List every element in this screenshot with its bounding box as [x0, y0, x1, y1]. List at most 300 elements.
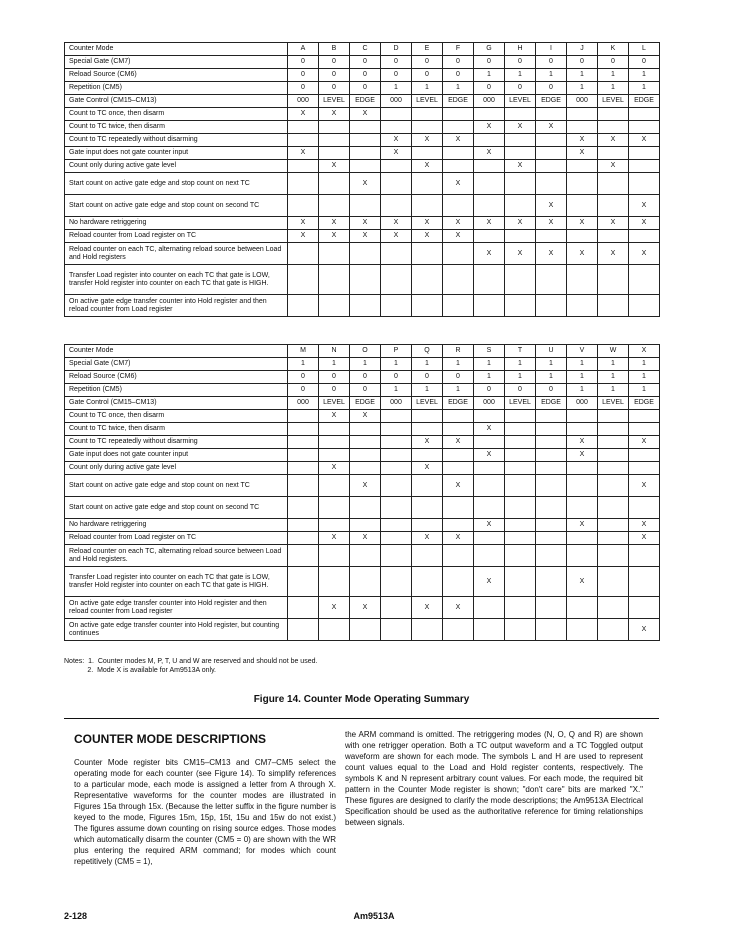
mode-value-cell: EDGE	[536, 397, 567, 410]
mode-value-cell	[536, 497, 567, 519]
mode-value-cell	[381, 545, 412, 567]
mode-value-cell: X	[629, 243, 660, 265]
row-label-cell: Start count on active gate edge and stop count on second TC	[65, 497, 288, 519]
mode-value-cell	[598, 108, 629, 121]
mode-value-cell	[443, 449, 474, 462]
mode-value-cell	[536, 475, 567, 497]
mode-value-cell	[412, 173, 443, 195]
mode-value-cell	[629, 121, 660, 134]
mode-value-cell: LEVEL	[412, 397, 443, 410]
mode-value-cell	[474, 265, 505, 295]
mode-value-cell: 1	[629, 384, 660, 397]
mode-value-cell	[474, 195, 505, 217]
mode-value-cell: X	[629, 532, 660, 545]
mode-value-cell: X	[474, 449, 505, 462]
mode-value-cell: X	[629, 436, 660, 449]
mode-value-cell: X	[350, 108, 381, 121]
mode-value-cell	[288, 436, 319, 449]
table-row	[65, 56, 660, 69]
mode-value-cell	[505, 597, 536, 619]
mode-value-cell: 0	[381, 56, 412, 69]
mode-value-cell	[474, 619, 505, 641]
mode-value-cell	[381, 449, 412, 462]
mode-letter-cell: O	[350, 345, 381, 358]
table-row	[65, 619, 660, 641]
mode-value-cell: X	[350, 410, 381, 423]
row-label-cell: Start count on active gate edge and stop count on next TC	[65, 173, 288, 195]
mode-value-cell: X	[319, 160, 350, 173]
row-label-cell: Count to TC once, then disarm	[65, 410, 288, 423]
mode-letter-cell: V	[567, 345, 598, 358]
mode-value-cell	[443, 497, 474, 519]
row-label-cell: Gate Control (CM15–CM13)	[65, 397, 288, 410]
mode-value-cell: X	[629, 519, 660, 532]
mode-value-cell: X	[443, 134, 474, 147]
mode-value-cell	[536, 545, 567, 567]
table-1-body	[65, 43, 660, 317]
mode-value-cell	[474, 108, 505, 121]
row-label-cell: Gate input does not gate counter input	[65, 449, 288, 462]
mode-value-cell	[505, 545, 536, 567]
row-label-cell: Reload counter from Load register on TC	[65, 230, 288, 243]
mode-value-cell: EDGE	[443, 397, 474, 410]
mode-value-cell: X	[474, 121, 505, 134]
mode-value-cell	[536, 265, 567, 295]
mode-value-cell: X	[629, 217, 660, 230]
mode-value-cell: EDGE	[443, 95, 474, 108]
mode-value-cell	[350, 134, 381, 147]
mode-value-cell: X	[629, 195, 660, 217]
mode-value-cell: 0	[350, 384, 381, 397]
mode-value-cell: LEVEL	[598, 397, 629, 410]
mode-value-cell: 0	[412, 371, 443, 384]
mode-value-cell	[505, 449, 536, 462]
mode-value-cell	[598, 121, 629, 134]
mode-value-cell: X	[412, 462, 443, 475]
mode-value-cell: 1	[505, 358, 536, 371]
mode-value-cell	[629, 265, 660, 295]
mode-value-cell	[567, 532, 598, 545]
mode-value-cell	[319, 295, 350, 317]
mode-value-cell: 0	[536, 56, 567, 69]
section-heading: COUNTER MODE DESCRIPTIONS	[74, 732, 267, 746]
mode-value-cell: 1	[536, 371, 567, 384]
mode-value-cell: X	[350, 217, 381, 230]
mode-value-cell: 0	[474, 56, 505, 69]
mode-value-cell	[536, 173, 567, 195]
table-row	[65, 519, 660, 532]
mode-value-cell	[350, 265, 381, 295]
mode-value-cell: X	[598, 217, 629, 230]
table-row	[65, 95, 660, 108]
mode-value-cell: 0	[350, 69, 381, 82]
mode-value-cell	[319, 545, 350, 567]
mode-value-cell	[536, 462, 567, 475]
mode-value-cell: 000	[288, 95, 319, 108]
row-label-cell: Reload counter from Load register on TC	[65, 532, 288, 545]
mode-value-cell	[474, 173, 505, 195]
mode-value-cell: LEVEL	[505, 95, 536, 108]
mode-value-cell	[288, 243, 319, 265]
mode-value-cell: 0	[443, 371, 474, 384]
mode-value-cell: X	[443, 230, 474, 243]
mode-value-cell	[567, 108, 598, 121]
mode-value-cell	[598, 597, 629, 619]
mode-letter-cell: N	[319, 345, 350, 358]
mode-value-cell: 1	[629, 69, 660, 82]
mode-value-cell: EDGE	[536, 95, 567, 108]
mode-value-cell: X	[350, 597, 381, 619]
mode-value-cell: 0	[319, 371, 350, 384]
mode-value-cell: 1	[443, 82, 474, 95]
mode-value-cell	[567, 265, 598, 295]
table-row	[65, 567, 660, 597]
row-label-cell: Count to TC repeatedly without disarming	[65, 436, 288, 449]
mode-value-cell	[598, 449, 629, 462]
mode-value-cell: 1	[474, 371, 505, 384]
mode-value-cell	[288, 567, 319, 597]
mode-value-cell	[412, 295, 443, 317]
mode-value-cell	[443, 195, 474, 217]
mode-value-cell: 0	[505, 56, 536, 69]
row-label-cell: Reload counter on each TC, alternating reload source between Load and Hold registers.	[65, 545, 288, 567]
mode-value-cell	[381, 160, 412, 173]
mode-value-cell	[381, 597, 412, 619]
row-label-cell: Reload counter on each TC, alternating reload source between Load and Hold registers	[65, 243, 288, 265]
mode-value-cell	[288, 295, 319, 317]
mode-value-cell	[412, 265, 443, 295]
row-label-cell: Gate input does not gate counter input	[65, 147, 288, 160]
mode-value-cell: 1	[505, 69, 536, 82]
mode-value-cell	[443, 147, 474, 160]
table-row	[65, 497, 660, 519]
mode-value-cell: 0	[288, 56, 319, 69]
mode-value-cell	[412, 121, 443, 134]
mode-value-cell: 1	[381, 82, 412, 95]
mode-value-cell	[505, 497, 536, 519]
mode-value-cell	[443, 295, 474, 317]
mode-value-cell: X	[443, 173, 474, 195]
table-row	[65, 230, 660, 243]
mode-value-cell	[567, 173, 598, 195]
mode-value-cell	[350, 147, 381, 160]
footer-title: Am9513A	[353, 911, 395, 921]
mode-value-cell: X	[474, 423, 505, 436]
mode-value-cell	[505, 195, 536, 217]
mode-value-cell: 0	[350, 371, 381, 384]
table-row	[65, 358, 660, 371]
mode-value-cell: X	[505, 217, 536, 230]
mode-value-cell: X	[412, 160, 443, 173]
table-row	[65, 295, 660, 317]
mode-value-cell: 0	[381, 371, 412, 384]
mode-value-cell	[598, 497, 629, 519]
page-number: 2-128	[64, 911, 88, 921]
mode-value-cell: 0	[288, 82, 319, 95]
table-row	[65, 147, 660, 160]
table-row	[65, 121, 660, 134]
mode-value-cell	[443, 619, 474, 641]
mode-letter-cell: F	[443, 43, 474, 56]
mode-letter-cell: W	[598, 345, 629, 358]
mode-value-cell	[598, 462, 629, 475]
mode-value-cell	[505, 436, 536, 449]
table-row	[65, 217, 660, 230]
mode-value-cell: 0	[505, 82, 536, 95]
row-label-cell: No hardware retriggering	[65, 217, 288, 230]
row-label-cell: On active gate edge transfer counter into Hold register and then reload counter from Load register	[65, 597, 288, 619]
row-label-cell: Start count on active gate edge and stop count on next TC	[65, 475, 288, 497]
mode-value-cell	[567, 410, 598, 423]
body-text-right-column: the ARM command is omitted. The retriggering modes (N, O, Q and R) are shown with one retrigger operation. Both a TC output waveform and a TC Toggled output waveform are shown for each mode. The symbols L and H are used to represent count values equal to the Load and Hold register contents, respectively. The symbols K and N represent arbitrary count values. For each mode, the required bit pattern in the Counter Mode register is shown; "don't care" bits are marked "X." These figures are designed to clarify the mode descriptions; the Am9513A Electrical Specification should be used as the authoritative reference for timing relationships between signals.	[345, 730, 643, 827]
mode-value-cell	[629, 147, 660, 160]
mode-value-cell	[350, 295, 381, 317]
mode-value-cell	[350, 121, 381, 134]
table-row	[65, 475, 660, 497]
mode-value-cell: X	[505, 243, 536, 265]
mode-value-cell	[381, 295, 412, 317]
mode-letter-cell: I	[536, 43, 567, 56]
mode-value-cell	[505, 619, 536, 641]
mode-value-cell	[288, 532, 319, 545]
mode-letter-cell: M	[288, 345, 319, 358]
mode-header-row	[65, 345, 660, 358]
mode-value-cell	[598, 147, 629, 160]
table-row	[65, 545, 660, 567]
row-label-cell: On active gate edge transfer counter into Hold register, but counting continues	[65, 619, 288, 641]
note-line: 2. Mode X is available for Am9513A only.	[64, 667, 217, 674]
mode-value-cell: 0	[288, 384, 319, 397]
mode-letter-cell: U	[536, 345, 567, 358]
mode-value-cell	[288, 519, 319, 532]
mode-value-cell: EDGE	[350, 397, 381, 410]
mode-value-cell: X	[443, 597, 474, 619]
mode-value-cell: 0	[319, 56, 350, 69]
mode-value-cell	[319, 147, 350, 160]
mode-value-cell	[412, 519, 443, 532]
mode-value-cell	[443, 567, 474, 597]
mode-value-cell	[319, 134, 350, 147]
counter-mode-table-1	[64, 42, 660, 317]
mode-value-cell: 0	[412, 69, 443, 82]
mode-value-cell: 0	[350, 56, 381, 69]
mode-letter-cell: P	[381, 345, 412, 358]
table-row	[65, 160, 660, 173]
row-label-cell: Repetition (CM5)	[65, 384, 288, 397]
mode-value-cell: X	[412, 134, 443, 147]
table-row	[65, 597, 660, 619]
mode-value-cell	[567, 423, 598, 436]
mode-value-cell: X	[474, 243, 505, 265]
mode-value-cell	[567, 545, 598, 567]
mode-value-cell: EDGE	[350, 95, 381, 108]
mode-value-cell: 1	[474, 69, 505, 82]
body-text-left-column: Counter Mode register bits CM15–CM13 and CM7–CM5 select the operating mode for each counter (see Figure 14). To simplify references to a particular mode, each mode is assigned a letter from A through X. Representative waveforms for the counter modes are illustrated in Figures 15a through 15x. (Because the letter suffix in the figure number is keyed to the mode, Figures 15m, 15p, 15t, 15u and 15w do not exist.) The figures assume down counting on rising source edges. Those modes which automatically disarm the counter (CM5 = 0) are shown with the WR plus entering the required ARM command; for modes which count repetitively (CM5 = 1),	[74, 758, 336, 866]
row-label-cell: No hardware retriggering	[65, 519, 288, 532]
mode-value-cell	[598, 619, 629, 641]
mode-value-cell: X	[629, 619, 660, 641]
mode-value-cell	[567, 462, 598, 475]
mode-value-cell	[443, 121, 474, 134]
mode-value-cell	[536, 160, 567, 173]
mode-value-cell: 1	[567, 358, 598, 371]
mode-value-cell: 1	[567, 69, 598, 82]
mode-value-cell: X	[474, 217, 505, 230]
table-row	[65, 423, 660, 436]
mode-value-cell	[350, 462, 381, 475]
mode-value-cell: 1	[598, 371, 629, 384]
mode-letter-cell: D	[381, 43, 412, 56]
mode-value-cell	[629, 410, 660, 423]
mode-value-cell: 1	[629, 82, 660, 95]
row-label-cell: Start count on active gate edge and stop count on second TC	[65, 195, 288, 217]
mode-value-cell	[443, 160, 474, 173]
mode-value-cell	[536, 147, 567, 160]
mode-value-cell: 000	[474, 95, 505, 108]
mode-value-cell: X	[567, 436, 598, 449]
mode-value-cell: 1	[319, 358, 350, 371]
mode-value-cell: X	[598, 134, 629, 147]
mode-value-cell	[505, 567, 536, 597]
mode-value-cell	[598, 423, 629, 436]
mode-value-cell	[350, 195, 381, 217]
mode-value-cell	[412, 423, 443, 436]
mode-value-cell	[567, 230, 598, 243]
mode-value-cell	[474, 295, 505, 317]
mode-value-cell	[598, 475, 629, 497]
mode-value-cell	[381, 436, 412, 449]
mode-value-cell	[350, 619, 381, 641]
mode-value-cell	[350, 497, 381, 519]
row-label-cell: Reload Source (CM6)	[65, 69, 288, 82]
mode-value-cell	[505, 265, 536, 295]
row-label-cell: Special Gate (CM7)	[65, 56, 288, 69]
mode-value-cell	[412, 619, 443, 641]
row-label-cell: Count to TC twice, then disarm	[65, 121, 288, 134]
mode-value-cell: 0	[629, 56, 660, 69]
mode-letter-cell: Q	[412, 345, 443, 358]
mode-value-cell	[381, 243, 412, 265]
mode-value-cell	[381, 265, 412, 295]
mode-value-cell	[319, 567, 350, 597]
mode-value-cell: 1	[629, 371, 660, 384]
mode-value-cell: 1	[598, 358, 629, 371]
mode-value-cell	[412, 410, 443, 423]
table-notes	[64, 657, 317, 675]
mode-value-cell: 000	[474, 397, 505, 410]
mode-value-cell: X	[381, 134, 412, 147]
mode-value-cell: 0	[288, 69, 319, 82]
mode-value-cell: 1	[505, 371, 536, 384]
mode-value-cell	[474, 597, 505, 619]
mode-value-cell: X	[350, 475, 381, 497]
row-label-cell: Count to TC repeatedly without disarming	[65, 134, 288, 147]
mode-value-cell: X	[567, 217, 598, 230]
mode-value-cell: 0	[536, 82, 567, 95]
mode-value-cell	[288, 121, 319, 134]
mode-value-cell: 1	[598, 69, 629, 82]
mode-value-cell	[443, 108, 474, 121]
mode-value-cell	[443, 519, 474, 532]
mode-value-cell	[350, 545, 381, 567]
mode-value-cell: X	[443, 532, 474, 545]
mode-value-cell: 1	[443, 358, 474, 371]
mode-value-cell	[350, 423, 381, 436]
mode-value-cell: LEVEL	[319, 397, 350, 410]
mode-value-cell: X	[319, 532, 350, 545]
mode-value-cell	[536, 230, 567, 243]
mode-value-cell	[536, 423, 567, 436]
mode-value-cell: X	[412, 230, 443, 243]
mode-value-cell	[381, 410, 412, 423]
mode-value-cell: 0	[598, 56, 629, 69]
mode-value-cell: 0	[474, 82, 505, 95]
mode-value-cell	[381, 475, 412, 497]
mode-value-cell: X	[319, 217, 350, 230]
mode-value-cell	[288, 173, 319, 195]
mode-value-cell: X	[288, 230, 319, 243]
mode-value-cell: X	[412, 436, 443, 449]
counter-mode-descriptions-section	[64, 718, 659, 879]
mode-value-cell: 1	[629, 358, 660, 371]
mode-value-cell	[381, 173, 412, 195]
mode-value-cell: 0	[381, 69, 412, 82]
mode-value-cell	[443, 545, 474, 567]
mode-value-cell: X	[474, 519, 505, 532]
mode-value-cell	[319, 173, 350, 195]
mode-value-cell	[598, 230, 629, 243]
mode-value-cell	[505, 147, 536, 160]
mode-value-cell: 1	[288, 358, 319, 371]
mode-value-cell	[443, 265, 474, 295]
row-label-cell: Reload Source (CM6)	[65, 371, 288, 384]
mode-value-cell: X	[288, 217, 319, 230]
mode-value-cell	[629, 449, 660, 462]
mode-value-cell: 000	[381, 397, 412, 410]
mode-value-cell	[412, 147, 443, 160]
mode-value-cell: LEVEL	[598, 95, 629, 108]
mode-value-cell	[536, 519, 567, 532]
mode-value-cell	[567, 619, 598, 641]
mode-value-cell	[319, 475, 350, 497]
mode-value-cell: X	[288, 108, 319, 121]
mode-value-cell	[319, 519, 350, 532]
mode-value-cell	[288, 195, 319, 217]
mode-value-cell	[598, 545, 629, 567]
mode-value-cell	[288, 475, 319, 497]
mode-value-cell	[474, 436, 505, 449]
mode-value-cell	[567, 597, 598, 619]
mode-value-cell	[629, 173, 660, 195]
mode-letter-cell: J	[567, 43, 598, 56]
mode-value-cell	[474, 532, 505, 545]
mode-value-cell: 0	[536, 384, 567, 397]
mode-value-cell	[629, 597, 660, 619]
row-label-cell: Gate Control (CM15–CM13)	[65, 95, 288, 108]
note-line: Notes: 1. Counter modes M, P, T, U and W are reserved and should not be used.	[64, 658, 318, 665]
mode-value-cell	[381, 121, 412, 134]
mode-value-cell: 0	[443, 56, 474, 69]
mode-value-cell: 1	[350, 358, 381, 371]
mode-value-cell	[598, 532, 629, 545]
row-label-cell: Transfer Load register into counter on each TC that gate is LOW, transfer Hold register into counter on each TC that gate is HIGH.	[65, 265, 288, 295]
mode-value-cell	[474, 160, 505, 173]
mode-value-cell: 0	[567, 56, 598, 69]
mode-value-cell: X	[381, 230, 412, 243]
mode-value-cell: X	[443, 217, 474, 230]
mode-value-cell: 0	[319, 384, 350, 397]
mode-value-cell	[412, 243, 443, 265]
